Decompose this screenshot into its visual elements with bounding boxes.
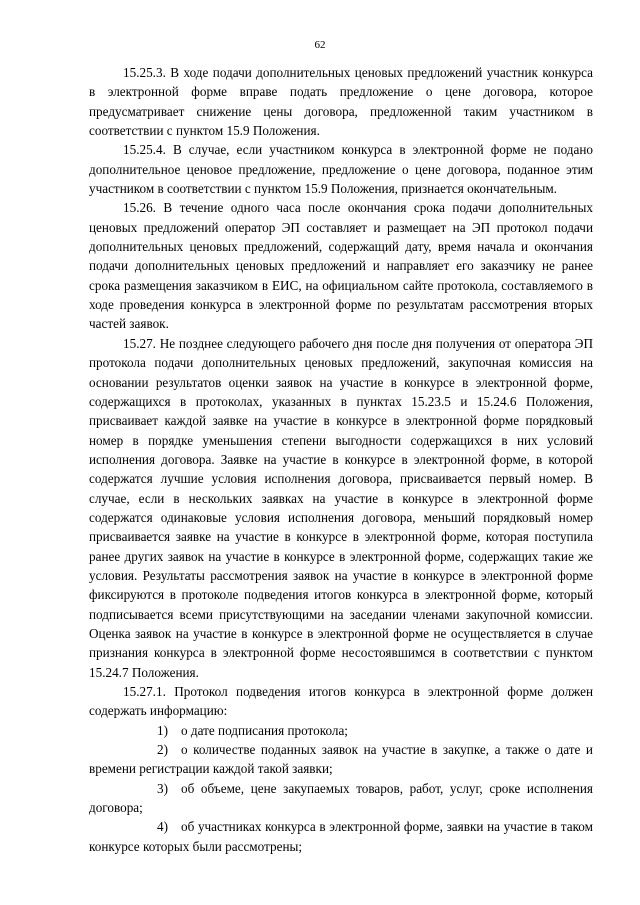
list-item-text: об участниках конкурса в электронной форме, заявки на участие в таком конкурсе которых были рассмотрены; (89, 819, 593, 854)
list-item-text: об объеме, цене закупаемых товаров, работ, услуг, сроке исполнения договора; (89, 780, 593, 816)
document-body (89, 63, 593, 856)
paragraph-15-27: 15.27. Не позднее следующего рабочего дня после дня получения от оператора ЭП протокола подачи дополнительных ценовых предложений, закупочная комиссия на основании результатов оценки заявок на участие в конкурсе в электронной форме, содержащихся в протоколах, указанных в пунктах 15.23.5 и 15.24.6 Положения, присваивает каждой заявке на участие в конкурсе в электронной форме порядковый номер в порядке уменьшения степени выгодности содержащихся в них условий исполнения договора. Заявке на участие в конкурсе в электронной форме, в которой содержатся лучшие условия исполнения договора, присваивается первый номер. В случае, если в нескольких заявках на участие в конкурсе в электронной форме содержатся одинаковые условия исполнения договора, меньший порядковый номер присваивается заявке на участие в конкурсе в электронной форме, которая поступила ранее других заявок на участие в конкурсе в электронной форме, содержащих такие же условия. Результаты рассмотрения заявок на участие в конкурсе в электронной форме фиксируются в протоколе подведения итогов конкурса в электронной форме, который подписывается всеми присутствующими на заседании членами закупочной комиссии. Оценка заявок на участие в конкурсе в электронной форме не осуществляется в случае признания конкурса в электронной форме несостоявшимся в соответствии с пунктом 15.24.7 Положения. (89, 335, 593, 680)
list-item-text: о количестве поданных заявок на участие в закупке, а также о дате и времени регистрации каждой такой заявки; (89, 742, 593, 777)
page-number: 62 (314, 39, 326, 51)
list-item-2 (89, 740, 593, 779)
list-item-number: 4) (157, 819, 168, 835)
list-item-3 (89, 779, 593, 818)
list-item-text: о дате подписания протокола; (181, 722, 348, 738)
paragraph-15-25-4: 15.25.4. В случае, если участником конкурса в электронной форме не подано дополнительное ценовое предложение, предложение о цене договора, поданное этим участником в соответствии с пунктом 15.9 Положения, признается окончательным. (89, 142, 593, 197)
list-item-number: 2) (157, 742, 168, 758)
paragraph-15-25-3: 15.25.3. В ходе подачи дополнительных ценовых предложений участник конкурса в электронной форме вправе подать предложение о цене договора, которое предусматривает снижение цены договора, предложенной таким участником в соответствии с пунктом 15.9 Положения. (89, 65, 593, 139)
paragraph-15-26: 15.26. В течение одного часа после окончания срока подачи дополнительных ценовых предложений оператор ЭП составляет и размещает на ЭП протокол подачи дополнительных ценовых предложений, содержащий дату, время начала и окончания подачи дополнительных ценовых предложений и направляет его заказчику не ранее срока размещения заказчиком в ЕИС, на официальном сайте протокола, составляемого в ходе проведения конкурса в электронной форме по результатам рассмотрения вторых частей заявок. (89, 200, 593, 332)
list-item-number: 3) (157, 780, 168, 796)
list-item-number: 1) (157, 722, 168, 738)
list-item-1 (89, 721, 593, 740)
list-item-4 (89, 817, 593, 856)
paragraph-15-27-1: 15.27.1. Протокол подведения итогов конкурса в электронной форме должен содержать информацию: (89, 684, 593, 719)
